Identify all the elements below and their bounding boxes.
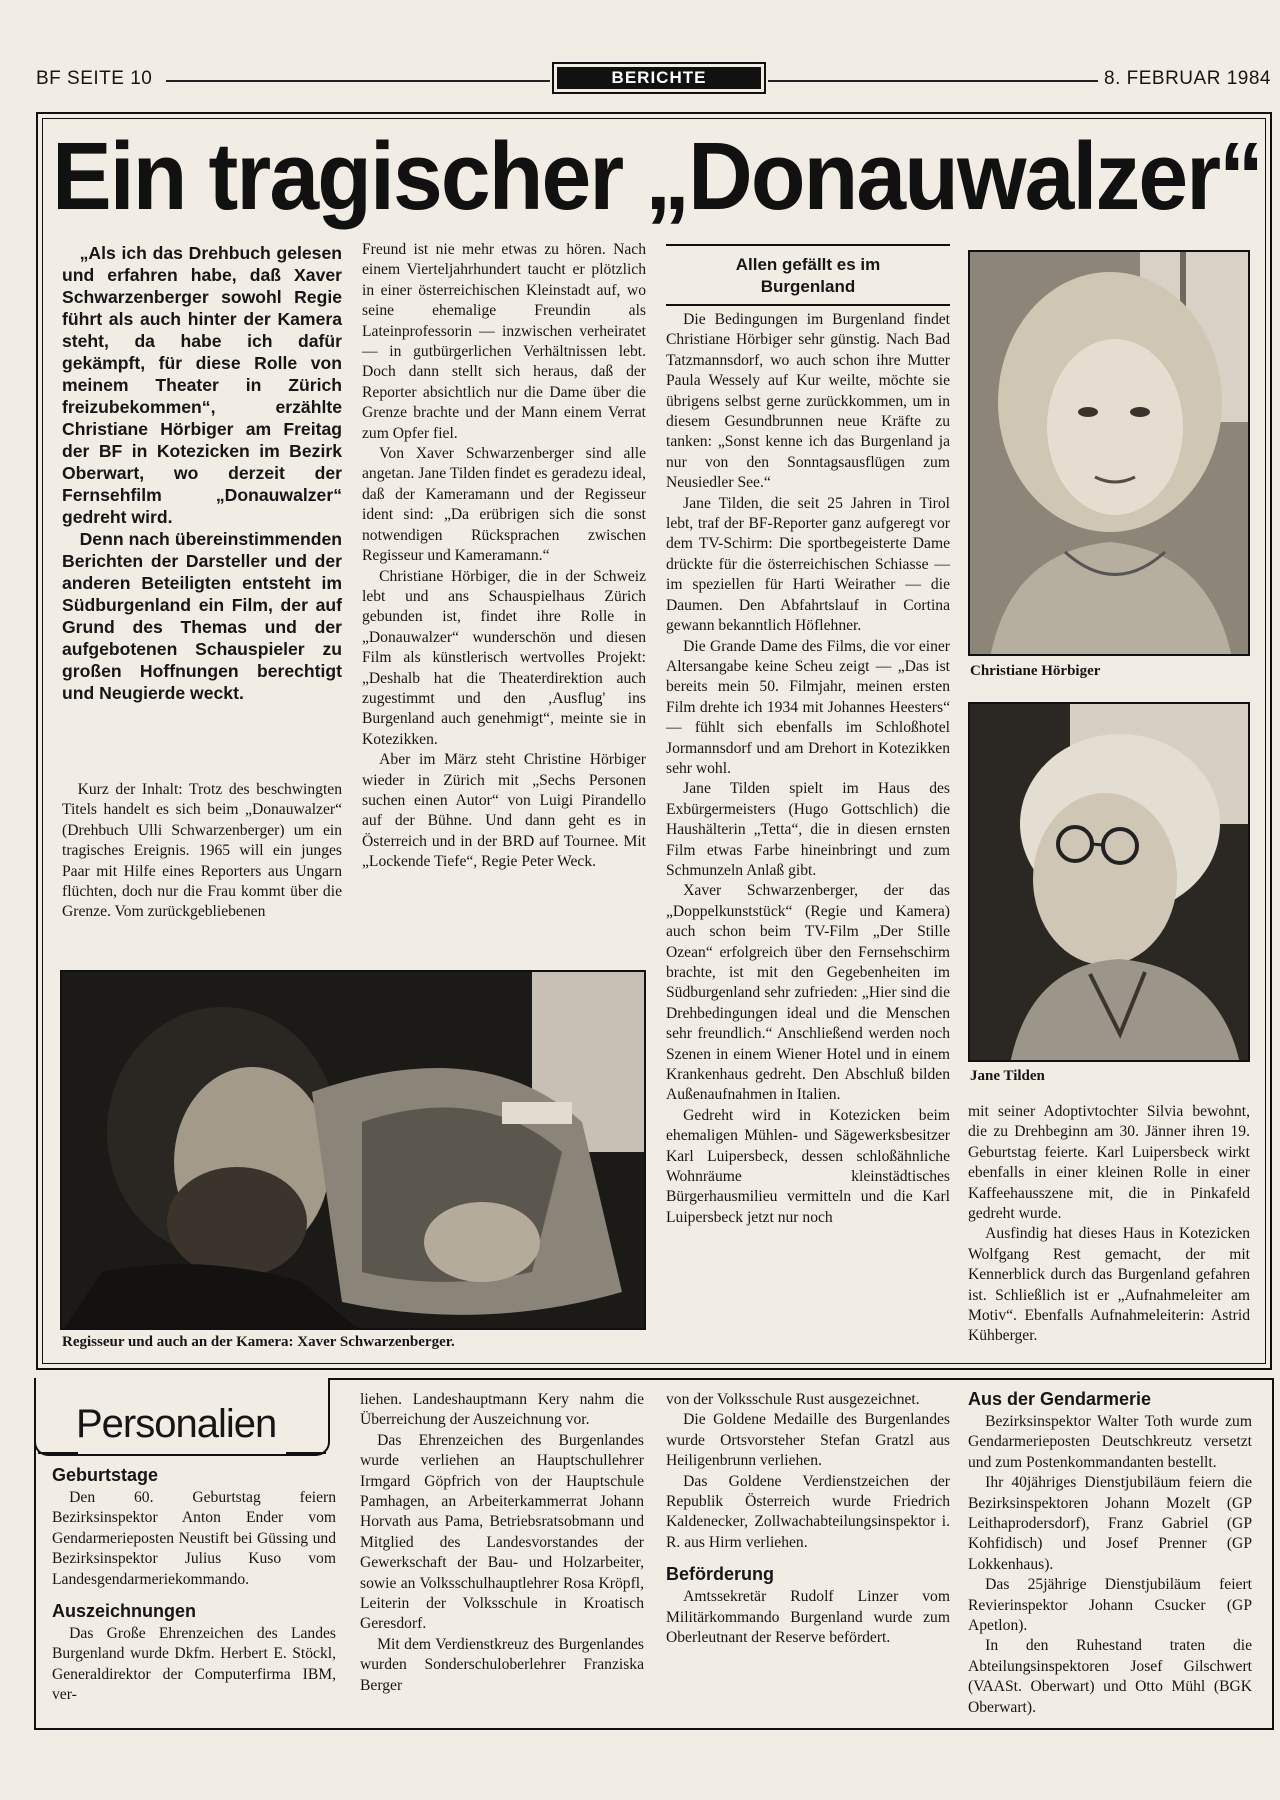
caption-hoerbiger: Christiane Hörbiger [970,663,1101,679]
personalien-col2-paragraph: Das Ehrenzeichen des Burgenlandes wurde verliehen an Hauptschullehrer Irmgard Göpfrich von der Hauptschule Pamhagen, an Arbeiterkammerrat Johann Horvath aus Pama, Betriebsratsobmann und Mitglied des Landesvorstandes der Gewerkschaft der Bau- und Holzarbeiter, sowie an Volksschulhauptlehrer Rosa Kröpfl, Leiterin der Volksschule in Kroatisch Geresdorf. [360,1431,644,1633]
director-camera-image [62,972,646,1330]
photo-tilden [968,702,1250,1062]
header-rule-left [166,80,550,82]
column-2-paragraph: Freund ist nie mehr etwas zu hören. Nach einem Vierteljahrhundert taucht er plötzlich in einer österreichischen Kleinstadt auf, wo seine ehemalige Freundin als Lateinprofessorin — inzwischen verheiratet — in gutbürgerlichen Verhältnissen lebt. Doch dann stellt sich heraus, daß der Reporter absichtlich nur die Dame über die Grenze brachte und der Mann einem Verrat zum Opfer fiel. [362,241,646,442]
text-medal: Die Goldene Medaille des Burgenlandes wurde Ortsvorsteher Stefan Gratzl aus Heiligenbrunn verliehen. [666,1411,950,1470]
column-3-paragraph: Xaver Schwarzenberger, der das „Doppelkunststück“ (Regie und Kamera) auch schon beim TV-Film „Der Stille Ozean“ erfolgreich über den Fernsehschirm brachte, ist mit den Gegebenheiten im Südburgenland sehr zufrieden: „Hier sind die Drehbedingungen ideal und die Menschen sehr freundlich.“ Anschließend werden noch Szenen in einem Wiener Hotel und in einem Krankenhaus gedreht. Den Abschluß bilden Außenaufnahmen in Italien. [666,882,950,1104]
personalien-title-rule-left [38,1452,78,1454]
caption-director: Regisseur und auch an der Kamera: Xaver Schwarzenberger. [62,1334,455,1350]
column-2-paragraph: Aber im März steht Christine Hörbiger wieder in Zürich mit „Sechs Personen suchen einen Autor“ von Luigi Pirandello auf der Bühne. Und dann geht es in Österreich und in der BRD auf Tournee. Mit „Lockende Tiefe“, Regie Peter Weck. [362,751,646,871]
issue-date: 8. FEBRUAR 1984 [1104,68,1271,89]
column-3-paragraph: Die Bedingungen im Burgenland findet Christiane Hörbiger sehr günstig. Nach Bad Tatzmannsdorf, wo auch schon ihre Mutter Paula Wessely auf Kur weilte, möchte sie übrigens selbst gerne zurückkommen, um in diesem Gesundbrunnen neue Kräfte zu tanken: „Sonst kenne ich das Burgenland ja nur von den Sonntagsausflügen zum Neusiedler See.“ [666,311,950,492]
heading-birthdays: Geburtstage [52,1465,159,1485]
column-4-paragraph: Ausfindig hat dieses Haus in Kotezicken Wolfgang Rest gemacht, der mit Kennerblick durch das Burgenland gefahren ist. Schließlich ist er „Aufnahmeleiter am Motiv“. Ebenfalls Aufnahmeleiterin: Astrid Kühberger. [968,1225,1250,1345]
page-number: BF SEITE 10 [36,68,153,89]
article-column-2 [362,240,646,873]
personalien-column-2 [360,1390,644,1696]
personalien-title-rule-right [286,1452,326,1454]
photo-hoerbiger [968,250,1250,656]
text-gend-2: Ihr 40jähriges Dienstjubiläum feiern die Bezirksinspektoren Johann Mozelt (GP Leithaprodersdorf), Franz Gabriel (GP Kohfidisch) und Josef Prenner (GP Lokkenhaus). [968,1474,1252,1573]
portrait-tilden-image [970,704,1250,1062]
column-3-paragraph: Jane Tilden spielt im Haus des Exbürgermeisters (Hugo Gottschlich) die Haushälterin „Tetta“, die in diesen ernsten Film etwas Farbe hineinbringt und zum Schmunzeln Anlaß gibt. [666,780,950,879]
personalien-col2-paragraph: liehen. Landeshauptmann Kery nahm die Überreichung der Auszeichnung vor. [360,1391,644,1429]
subhead-rule-top [666,244,950,246]
text-promotion: Amtssekretär Rudolf Linzer vom Militärkommando Burgenland wurde zum Oberleutnant der Reserve befördert. [666,1588,950,1647]
portrait-hoerbiger-image [970,252,1250,656]
lead-paragraph: Denn nach übereinstimmenden Berichten der Darsteller und der anderen Beteiligten entsteht im Südburgenland ein Film, der auf Grund des Themas und der aufgebotenen Schauspieler zu großen Hoffnungen berechtigt und Neugierde weckt. [62,529,342,703]
personalien-column-1 [52,1462,336,1706]
article-column-4 [968,1102,1250,1347]
column-1-paragraph: Kurz der Inhalt: Trotz des beschwingten Titels handelt es sich beim „Donauwalzer“ (Drehbuch Ulli Schwarzenberger) um ein tragisches Ereignis. 1965 will ein junges Paar mit Hilfe eines Reporters aus Ungarn flüchten, doch nur die Frau kommt über die Grenze. Vom zurückgebliebenen [62,781,342,921]
text-awards: Das Große Ehrenzeichen des Landes Burgenland wurde Dkfm. Herbert E. Stöckl, Generaldirektor der Computerfirma IBM, ver- [52,1625,336,1704]
article-lead [62,242,342,704]
text-rust: von der Volksschule Rust ausgezeichnet. [666,1391,920,1408]
header-rule-right [768,80,1098,82]
section-label: BERICHTE [557,67,761,89]
subhead-rule-bottom [666,304,950,306]
lead-paragraph: „Als ich das Drehbuch gelesen und erfahren habe, daß Xaver Schwarzenberger sowohl Regie führt als auch hinter der Kamera steht, da habe ich dafür gekämpft, für diese Rolle von meinem Theater in Zürich freizubekommen“, erzählte Christiane Hörbiger am Freitag der BF in Kotezicken im Bezirk Oberwart, wo derzeit der Fernsehfilm „Donauwalzer“ gedreht wird. [62,243,342,527]
personalien-col2-paragraph: Mit dem Verdienstkreuz des Burgenlandes wurden Sonderschuloberlehrer Franziska Berger [360,1635,644,1694]
section-label-box [552,62,766,94]
heading-awards: Auszeichnungen [52,1601,197,1622]
text-birthdays: Den 60. Geburtstag feiern Bezirksinspektor Anton Ender vom Gendarmerieposten Neustift bei Güssing und Bezirksinspektor Julius Kuso vom Landesgendarmeriekommando. [52,1489,336,1588]
column-3-paragraph: Gedreht wird in Kotezicken beim ehemaligen Mühlen- und Sägewerksbesitzer Karl Luipersbeck, dessen schloßähnliche Wohnräume kleinstädtisches Bürgerhausmilieu vermitteln und die Karl Luipersbeck jetzt nur noch [666,1106,950,1226]
article-column-3 [666,310,950,1228]
column-3-paragraph: Jane Tilden, die seit 25 Jahren in Tirol lebt, traf der BF-Reporter ganz aufgeregt vor dem TV-Schirm: Die sportbegeisterte Dame drückte für die österreichischen Schiasse — im speziellen für Harti Weirather — die Daumen. Den Abfahrtslauf in Cortina gewann bekanntlich Höflehner. [666,494,950,635]
personalien-column-3 [666,1390,950,1648]
heading-gendarmerie: Aus der Gendarmerie [968,1389,1152,1409]
headline: Ein tragischer „Donauwalzer“ [52,123,1263,230]
column-4-paragraph: mit seiner Adoptivtochter Silvia bewohnt, die zu Drehbeginn am 30. Jänner ihren 19. Geburtstag feierte. Karl Luipersbeck wirkt ebenfalls in einer kleinen Rolle in einer Kaffeehausszene mit, die in Pinkafeld gedreht wurde. [968,1103,1250,1223]
text-verdienstzeichen: Das Goldene Verdienstzeichen der Republik Österreich wurde Friedrich Kaldenecker, Zollwachabteilungsinspektor i. R. aus Hirm verliehen. [666,1472,950,1551]
photo-director [60,970,646,1330]
personalien-column-4 [968,1386,1252,1718]
column-2-paragraph: Christiane Hörbiger, die in der Schweiz lebt und ans Schauspielhaus Zürich gebunden ist, findet ihre Rolle in „Donauwalzer“ wunderschön und diesen Film als künstlerisch wertvolles Projekt: „Deshalb hat die Theaterdirektion auch zugestimmt und den ,Ausflug' ins Burgenland auch genehmigt“, meinte sie in Kotezikken. [362,567,646,748]
article-column-1 [62,780,342,923]
personalien-title: Personalien [76,1402,277,1446]
heading-promotion: Beförderung [666,1564,774,1585]
column-2-paragraph: Von Xaver Schwarzenberger sind alle angetan. Jane Tilden findet es geradezu ideal, daß der Kameramann und der Regisseur ident sind: „Da erübrigen sich die sonst notwendigen Rücksprachen zwischen Regisseur und Kameramann.“ [362,445,646,565]
subhead: Allen gefällt es im Burgenland [735,255,881,296]
text-gend-3: Das 25jährige Dienstjubiläum feiert Revierinspektor Johann Csucker (GP Apetlon). [968,1576,1252,1635]
text-gend-1: Bezirksinspektor Walter Toth wurde zum Gendarmerieposten Deutschkreutz versetzt und zum Postenkommandanten bestellt. [968,1413,1252,1471]
text-gend-4: In den Ruhestand traten die Abteilungsinspektoren Josef Gilschwert (VAASt. Oberwart) und Otto Mühl (BGK Oberwart). [968,1637,1252,1716]
caption-tilden: Jane Tilden [970,1068,1045,1084]
column-3-paragraph: Die Grande Dame des Films, die vor einer Altersangabe keine Scheu zeigt — „Das ist bereits mein 50. Filmjahr, meinen ersten Film drehte ich 1934 mit Johannes Heesters“ — fühlt sich ebenfalls im Schloßhotel Jormannsdorf und am Drehort in Kotezikken sehr wohl. [666,637,950,777]
